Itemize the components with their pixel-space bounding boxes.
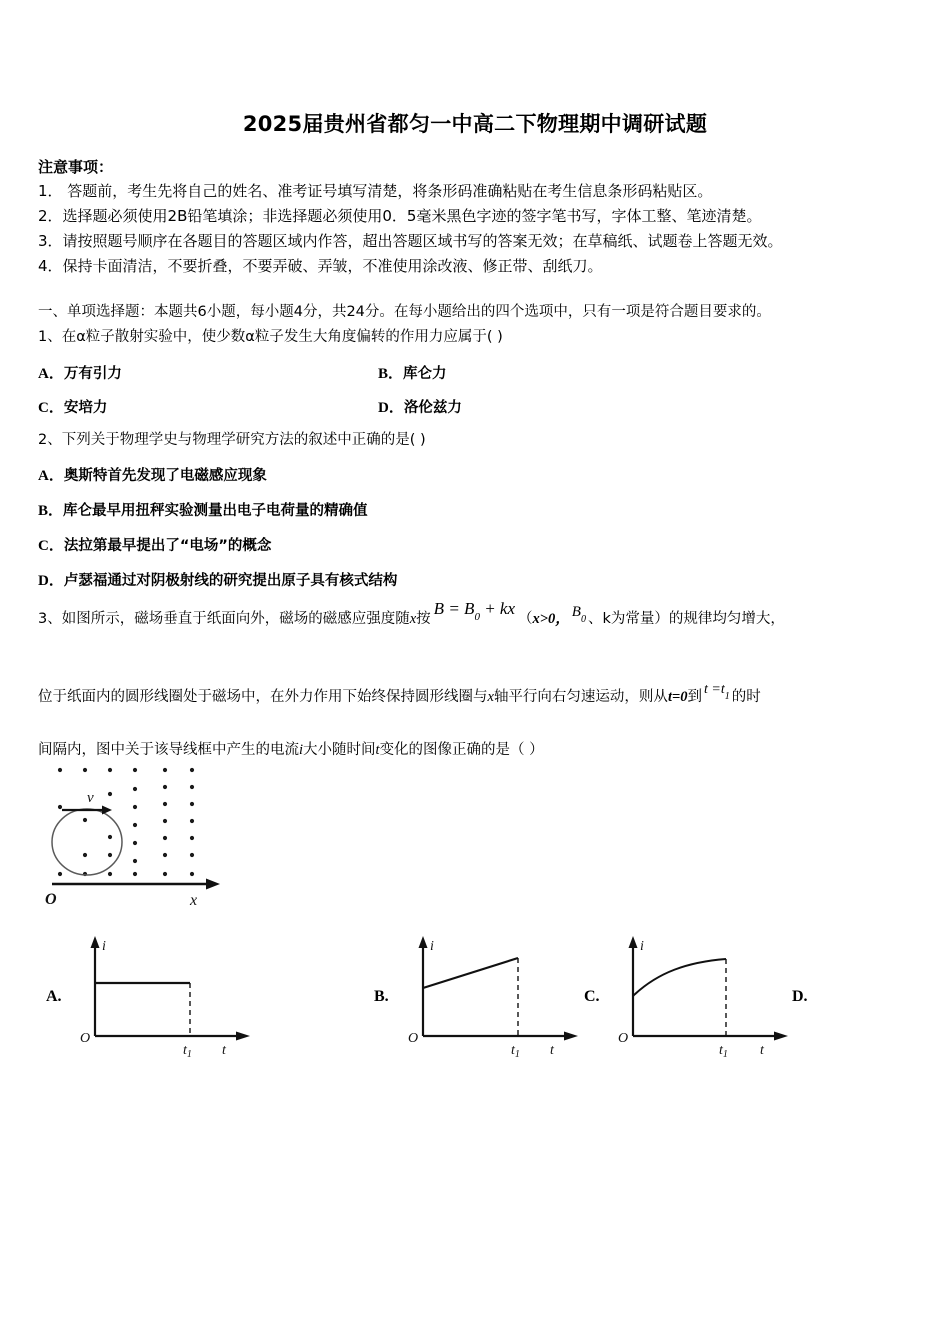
q3-l2-c: 到 <box>687 689 702 705</box>
notice-item-2: 2．选择题必须使用2B铅笔填涂；非选择题必须使用0．5毫米黑色字迹的签字笔书写，字体工整、笔迹清楚。 <box>38 207 762 225</box>
question-3-text-before: 如图所示，磁场垂直于纸面向外，磁场的磁感应强度随 <box>61 611 410 627</box>
option-letter: D． <box>38 573 64 589</box>
section-header: 一、单项选择题：本题共6小题，每小题4分，共24分。在每小题给出的四个选项中，只有一项是符合题目要求的。 <box>38 304 771 320</box>
magnetic-field-diagram <box>40 762 240 912</box>
origin-label: O <box>45 891 57 908</box>
notice-block <box>38 155 918 279</box>
option-text: 法拉第最早提出了“电场”的概念 <box>63 538 272 554</box>
notice-item-1: 1． 答题前，考生先将自己的姓名、准考证号填写清楚，将条形码准确粘贴在考生信息条形码粘贴区。 <box>38 182 713 200</box>
question-2-stem <box>38 428 928 452</box>
variable-x: x <box>487 689 494 705</box>
y-axis-label: i <box>430 939 434 954</box>
option-text: 奥斯特首先发现了电磁感应现象 <box>63 468 267 484</box>
y-axis-label: i <box>102 939 106 954</box>
question-1-option-c[interactable] <box>38 396 107 417</box>
notice-heading: 注意事项： <box>38 158 114 176</box>
option-text: 卢瑟福通过对阴极射线的研究提出原子具有核式结构 <box>63 573 398 589</box>
q3-l2-d: 的时 <box>731 689 761 705</box>
page-title: 2025届贵州省都匀一中高二下物理期中调研试题 <box>242 112 708 136</box>
time-zero: t=0 <box>667 689 688 705</box>
symbol-b-zero: $B_0$ <box>571 604 586 625</box>
origin-label: O <box>80 1031 91 1046</box>
question-1-option-a[interactable] <box>38 362 122 383</box>
x-axis-arrow-icon <box>52 879 220 890</box>
answer-graph-a-letter: A. <box>46 988 62 1005</box>
question-2-option-d[interactable] <box>38 569 928 590</box>
question-3-line-1 <box>38 599 933 630</box>
answer-graph-d[interactable] <box>786 928 946 1058</box>
answer-graph-d-letter: D. <box>792 988 808 1005</box>
question-1-number: 1、 <box>38 329 62 345</box>
field-dots-group <box>58 768 194 876</box>
question-3-text-after: 按 <box>416 611 431 627</box>
tick-label-t1: $t_1$ <box>183 1043 192 1058</box>
question-3-line-3 <box>38 738 933 759</box>
circular-coil-icon <box>52 809 122 875</box>
x-axis-label: t <box>550 1043 554 1058</box>
question-1-stem <box>38 325 928 349</box>
variable-x: x <box>409 611 417 627</box>
q3-l3-b: 大小随时间 <box>303 742 376 758</box>
option-letter: C． <box>38 400 64 416</box>
field-diagram-svg <box>40 762 240 912</box>
question-2-option-b[interactable] <box>38 499 928 520</box>
option-text: 洛伦兹力 <box>403 400 462 416</box>
variable-i: i <box>299 742 304 758</box>
question-3-number: 3、 <box>38 611 62 627</box>
q3-l3-a: 间隔内，图中关于该导线框中产生的电流 <box>38 742 299 758</box>
formula-b-equals-b0-plus-kx: $B = B_0$ + kx <box>433 599 516 624</box>
answer-graph-b-letter: B. <box>374 988 389 1005</box>
variable-t: t <box>375 742 380 758</box>
x-axis-label: t <box>222 1043 226 1058</box>
option-text: 库仑最早用扭秤实验测量出电子电荷量的精确值 <box>63 503 368 519</box>
option-letter: D． <box>378 400 404 416</box>
option-letter: B． <box>378 366 404 382</box>
question-2-number: 2、 <box>38 432 62 448</box>
q3-l2-a: 位于纸面内的圆形线圈处于磁场中，在外力作用下始终保持圆形线圈与 <box>38 689 488 705</box>
x-axis-label: x <box>190 892 198 909</box>
q3-l2-b: 轴平行向右匀速运动，则从 <box>493 689 668 705</box>
option-text: 万有引力 <box>63 366 122 382</box>
notice-item-3: 3．请按照题号顺序在各题目的答题区域内作答，超出答题区域书写的答案无效；在草稿纸、试题卷上答题无效。 <box>38 232 783 250</box>
option-letter: A． <box>38 468 64 484</box>
origin-label: O <box>618 1031 629 1046</box>
question-3-line-2 <box>38 682 933 708</box>
option-letter: B． <box>38 503 64 519</box>
y-axis-label: i <box>640 939 644 954</box>
superscript-t-equals-t1: $t =t_1$ <box>703 682 730 702</box>
q3-l3-c: 变化的图像正确的是（ ） <box>379 742 544 758</box>
question-2-option-a[interactable] <box>38 464 928 485</box>
question-1-option-b[interactable] <box>378 362 447 383</box>
condition-x-positive: x>0， <box>532 611 570 627</box>
answer-graph-a-svg <box>40 928 290 1058</box>
option-text: 库仑力 <box>403 366 447 382</box>
question-2-text: 下列关于物理学史与物理学研究方法的叙述中正确的是( ) <box>61 432 426 448</box>
question-1-text: 在α粒子散射实验中，使少数α粒子发生大角度偏转的作用力应属于( ) <box>61 329 503 345</box>
tick-label-t1: $t_1$ <box>511 1043 520 1058</box>
option-text: 安培力 <box>63 400 108 416</box>
option-letter: A． <box>38 366 64 382</box>
answer-graph-a[interactable] <box>40 928 290 1058</box>
question-2-option-c[interactable] <box>38 534 928 555</box>
origin-label: O <box>408 1031 419 1046</box>
condition-rest: 、k为常量）的规律均匀增大， <box>587 611 785 627</box>
question-1-option-d[interactable] <box>378 396 462 417</box>
velocity-label: v <box>87 790 94 806</box>
tick-label-t1: $t_1$ <box>719 1043 728 1058</box>
option-letter: C． <box>38 538 64 554</box>
notice-item-4: 4．保持卡面清洁，不要折叠，不要弄破、弄皱，不准使用涂改液、修正带、刮纸刀。 <box>38 257 603 275</box>
x-axis-label: t <box>760 1043 764 1058</box>
answer-graph-c-letter: C. <box>584 988 600 1005</box>
condition-open: （ <box>518 611 533 627</box>
